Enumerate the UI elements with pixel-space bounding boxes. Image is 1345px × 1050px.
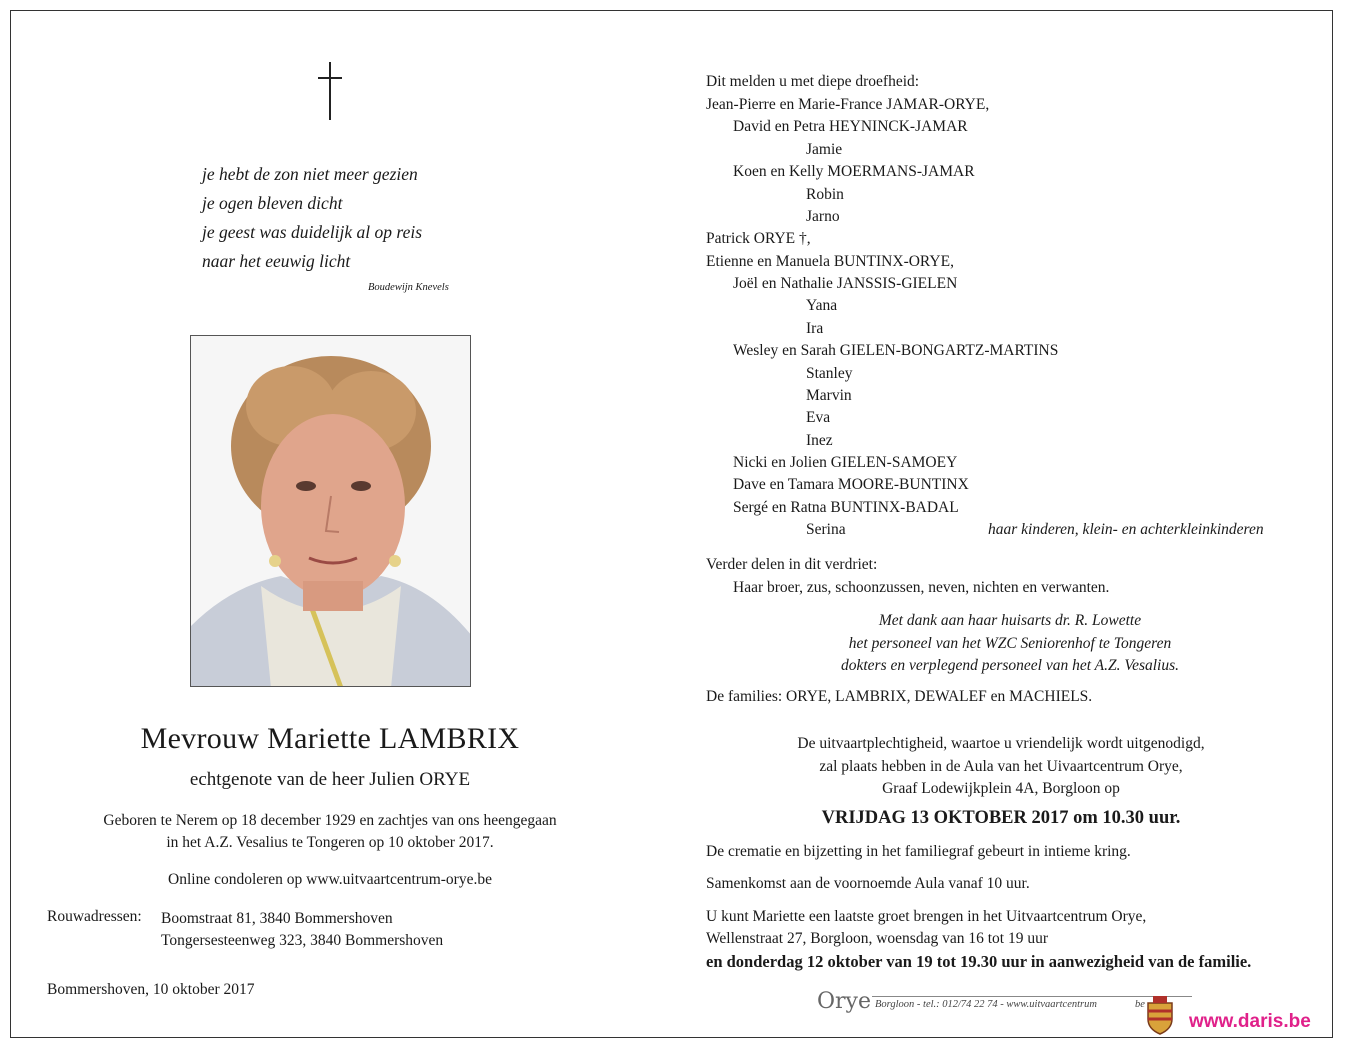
family-line: Etienne en Manuela BUNTINX-ORYE, [706, 253, 954, 270]
addresses [161, 908, 443, 952]
family-line: Jarno [806, 208, 840, 225]
family-line: Inez [806, 432, 833, 449]
family-line: Nicki en Jolien GIELEN-SAMOEY [733, 454, 958, 471]
further-relatives: Haar broer, zus, schoonzussen, neven, nichten en verwanten. [733, 579, 1110, 596]
family-line: Yana [806, 297, 838, 314]
poem-line: je hebt de zon niet meer gezien [202, 164, 418, 184]
birth-death-text [0, 810, 660, 854]
place-date: Bommershoven, 10 oktober 2017 [47, 981, 255, 998]
family-line: Dave en Tamara MOORE-BUNTINX [733, 476, 969, 493]
birth-line: Geboren te Nerem op 18 december 1929 en zachtjes van ons heengegaan [103, 812, 557, 829]
ceremony-line: De uitvaartplechtigheid, waartoe u vriendelijk wordt uitgenodigd, [797, 735, 1205, 752]
footer-contact [875, 999, 1145, 1010]
poem-author: Boudewijn Knevels [368, 282, 449, 293]
family-line: David en Petra HEYNINCK-JAMAR [733, 118, 968, 135]
family-line: Stanley [806, 365, 853, 382]
address-line: Tongersesteenweg 323, 3840 Bommershoven [161, 932, 444, 949]
family-line: Marvin [806, 387, 852, 404]
family-line: Eva [806, 409, 831, 426]
family-tag: haar kinderen, klein- en achterkleinkinderen [988, 521, 1264, 538]
family-line: Ira [806, 320, 824, 337]
poem [202, 160, 422, 276]
online-condolence: Online condoleren op www.uitvaartcentrum-orye.be [168, 871, 492, 888]
thanks-block [740, 610, 1280, 678]
ceremony-line: zal plaats hebben in de Aula van het Uivaartcentrum Orye, [819, 757, 1183, 775]
announcement-intro: Dit melden u met diepe droefheid: [706, 73, 920, 90]
families-line: De families: ORYE, LAMBRIX, DEWALEF en MACHIELS. [706, 688, 1093, 705]
family-line: Robin [806, 186, 844, 203]
family-line: Serina [806, 521, 846, 538]
cross-icon [318, 62, 342, 122]
portrait-photo [190, 335, 471, 687]
address-line: Boomstraat 81, 3840 Bommershoven [161, 910, 393, 927]
ceremony-line: Graaf Lodewijkplein 4A, Borgloon op [882, 780, 1120, 797]
spouse-line: echtgenote van de heer Julien ORYE [189, 769, 471, 790]
footer-contact-end: be [1134, 999, 1145, 1010]
family-line: Koen en Kelly MOERMANS-JAMAR [733, 163, 975, 180]
death-line: in het A.Z. Vesalius te Tongeren op 10 oktober 2017. [166, 834, 494, 851]
family-line: Sergé en Ratna BUNTINX-BADAL [733, 499, 959, 516]
footer-contact-main: Borgloon - tel.: 012/74 22 74 - www.uitvaartcentrum [875, 999, 1097, 1010]
poem-line: naar het eeuwig licht [202, 251, 351, 271]
family-line: Jamie [806, 141, 843, 158]
funeral-home-logo: Orye [817, 989, 872, 1014]
deceased-name: Mevrouw Mariette LAMBRIX [140, 722, 520, 755]
gathering-line: Samenkomst aan de voornoemde Aula vanaf 10 uur. [706, 875, 1030, 892]
visit-line: U kunt Mariette een laatste groet brengen in het Uitvaartcentrum Orye, [706, 908, 1147, 925]
cremation-line: De crematie en bijzetting in het familiegraf gebeurt in intieme kring. [706, 843, 1131, 860]
thanks-line: Met dank aan haar huisarts dr. R. Lowette [878, 612, 1142, 629]
visit-line: Wellenstraat 27, Borgloon, woensdag van 16 tot 19 uur [706, 930, 1048, 947]
family-line: Joël en Nathalie JANSSIS-GIELEN [733, 275, 958, 292]
visit-line-bold: en donderdag 12 oktober van 19 tot 19.30 uur in aanwezigheid van de familie. [706, 952, 1252, 971]
further-intro: Verder delen in dit verdriet: [706, 556, 878, 573]
ceremony-date: VRIJDAG 13 OKTOBER 2017 om 10.30 uur. [821, 808, 1181, 828]
family-line: Wesley en Sarah GIELEN-BONGARTZ-MARTINS [733, 342, 1059, 359]
ceremony-block [706, 733, 1296, 801]
crest-icon [1145, 995, 1175, 1035]
family-line: Jean-Pierre en Marie-France JAMAR-ORYE, [706, 96, 990, 113]
poem-line: je ogen bleven dicht [202, 193, 343, 213]
address-label: Rouwadressen: [47, 908, 142, 925]
family-line: Patrick ORYE †, [706, 230, 811, 247]
thanks-line: dokters en verplegend personeel van het A.Z. Vesalius. [840, 657, 1180, 674]
watermark-link[interactable]: www.daris.be [1189, 1011, 1311, 1032]
footer-divider [872, 996, 1192, 997]
thanks-line: het personeel van het WZC Seniorenhof te Tongeren [848, 634, 1172, 652]
poem-line: je geest was duidelijk al op reis [202, 222, 423, 242]
